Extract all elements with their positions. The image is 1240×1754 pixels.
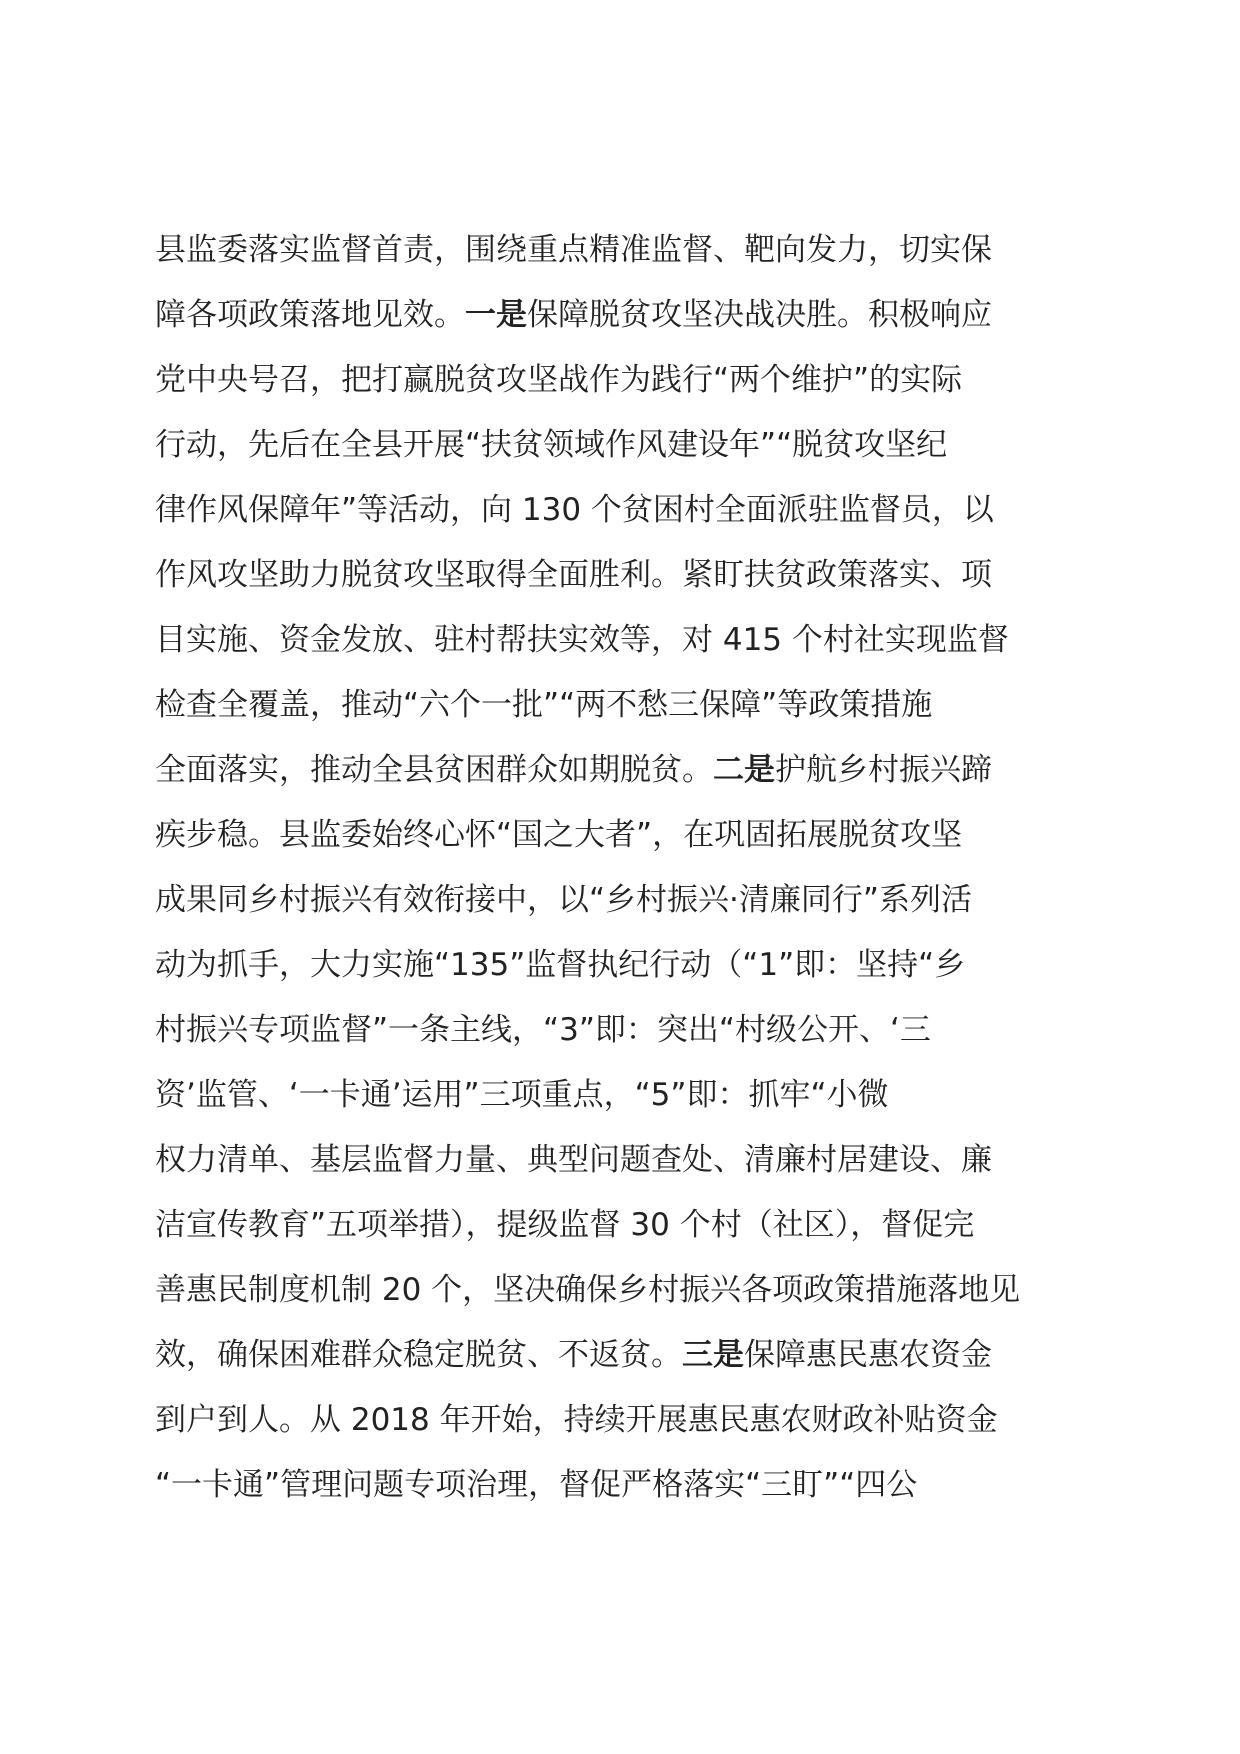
text-segment: 障各项政策落地见效。 — [155, 297, 465, 333]
text-line — [155, 1388, 1095, 1453]
text-segment: 检查全覆盖，推动“六个一批”“两不愁三保障”等政策措施 — [155, 687, 933, 723]
bold-ordinal: 三是 — [682, 1337, 744, 1373]
text-segment: 动为抓手，大力实施“135”监督执纪行动（“1”即：坚持“乡 — [155, 947, 966, 983]
text-segment: 到户到人。从 2018 年开始，持续开展惠民惠农财政补贴资金 — [155, 1402, 998, 1438]
text-line — [155, 1453, 1095, 1518]
text-segment: 县监委落实监督首责，围绕重点精准监督、靶向发力，切实保 — [155, 232, 992, 268]
text-line — [155, 543, 1095, 608]
text-segment: 保障惠民惠农资金 — [744, 1337, 992, 1373]
text-segment: 成果同乡村振兴有效衔接中，以“乡村振兴·清廉同行”系列活 — [155, 882, 972, 918]
text-segment: 疾步稳。县监委始终心怀“国之大者”，在巩固拓展脱贫攻坚 — [155, 817, 963, 853]
text-line — [155, 218, 1095, 283]
bold-ordinal: 一是 — [465, 297, 527, 333]
text-line — [155, 348, 1095, 413]
text-segment: “一卡通”管理问题专项治理，督促严格落实“三盯”“四公 — [155, 1467, 918, 1503]
text-segment: 全面落实，推动全县贫困群众如期脱贫。 — [155, 752, 713, 788]
text-line — [155, 608, 1095, 673]
bold-ordinal: 二是 — [713, 752, 775, 788]
text-line — [155, 1193, 1095, 1258]
text-segment: 保障脱贫攻坚决战决胜。积极响应 — [527, 297, 992, 333]
text-line — [155, 1323, 1095, 1388]
text-segment: 效，确保困难群众稳定脱贫、不返贫。 — [155, 1337, 682, 1373]
text-line — [155, 413, 1095, 478]
text-segment: 作风攻坚助力脱贫攻坚取得全面胜利。紧盯扶贫政策落实、项 — [155, 557, 992, 593]
text-segment: 善惠民制度机制 20 个，坚决确保乡村振兴各项政策措施落地见 — [155, 1272, 1021, 1308]
text-line — [155, 1128, 1095, 1193]
text-line — [155, 998, 1095, 1063]
text-line — [155, 673, 1095, 738]
text-line — [155, 283, 1095, 348]
text-line — [155, 933, 1095, 998]
text-segment: 护航乡村振兴蹄 — [775, 752, 992, 788]
text-segment: 权力清单、基层监督力量、典型问题查处、清廉村居建设、廉 — [155, 1142, 992, 1178]
text-segment: 洁宣传教育”五项举措），提级监督 30 个村（社区），督促完 — [155, 1207, 975, 1243]
text-line — [155, 868, 1095, 933]
text-line — [155, 1063, 1095, 1128]
text-line — [155, 1258, 1095, 1323]
text-segment: 律作风保障年”等活动，向 130 个贫困村全面派驻监督员，以 — [155, 492, 994, 528]
text-segment: 党中央号召，把打赢脱贫攻坚战作为践行“两个维护”的实际 — [155, 362, 963, 398]
text-segment: 资’监管、‘一卡通’运用”三项重点，“5”即：抓牢“小微 — [155, 1077, 889, 1113]
text-segment: 村振兴专项监督”一条主线，“3”即：突出“村级公开、‘三 — [155, 1012, 931, 1048]
text-line — [155, 738, 1095, 803]
text-line — [155, 803, 1095, 868]
text-segment: 行动，先后在全县开展“扶贫领域作风建设年”“脱贫攻坚纪 — [155, 427, 948, 463]
body-paragraph — [155, 218, 1095, 1518]
text-line — [155, 478, 1095, 543]
text-segment: 目实施、资金发放、驻村帮扶实效等，对 415 个村社实现监督 — [155, 622, 1009, 658]
